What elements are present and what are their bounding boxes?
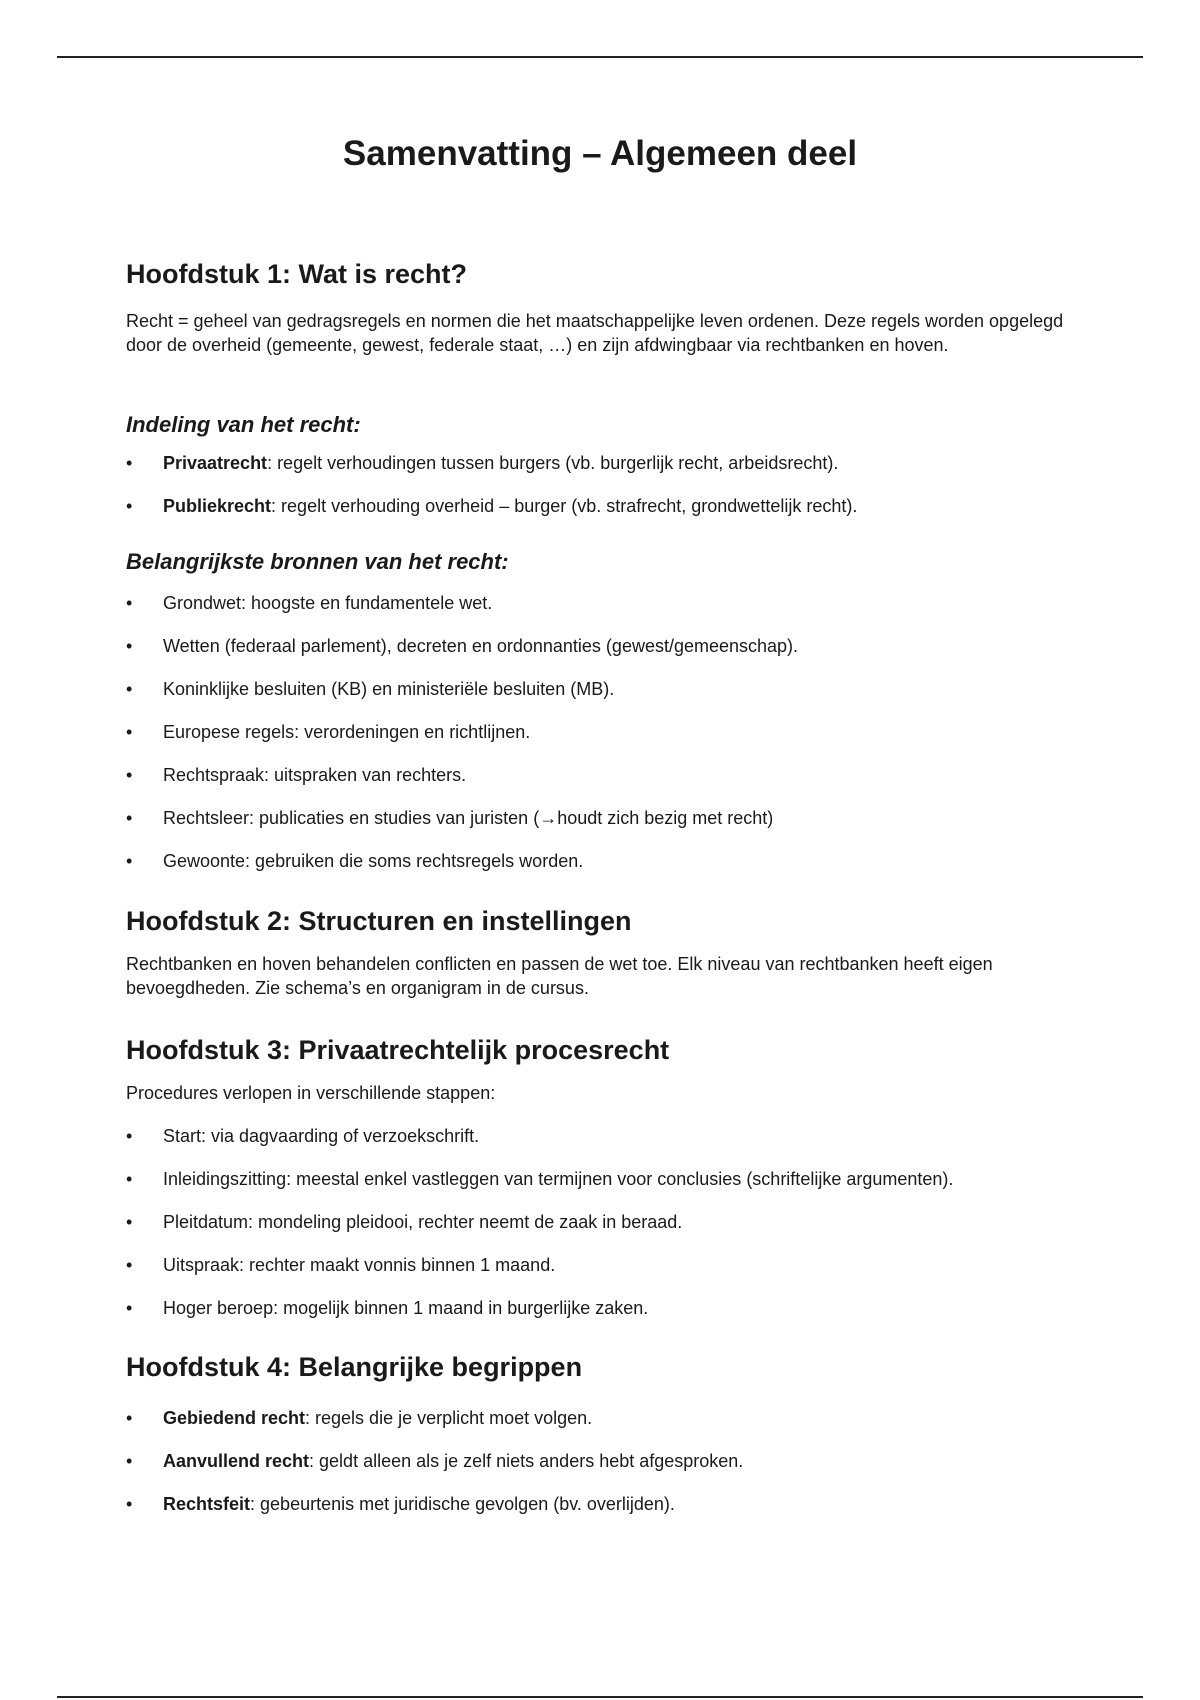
term: Gebiedend recht [163,1408,306,1428]
indeling-heading: Indeling van het recht: [126,412,361,437]
bronnen-list [126,591,1086,892]
procedure-list [126,1124,1086,1339]
list-item [126,591,1086,634]
bullet-icon: • [126,593,133,613]
list-item [126,1253,1086,1296]
list-item [126,451,1086,494]
definition: : gebeurtenis met juridische gevolgen (bv. overlijden). [250,1494,675,1514]
list-item [126,1210,1086,1253]
list-item-text: Europese regels: verordeningen en richtlijnen. [163,722,531,742]
bullet-icon: • [126,1494,133,1514]
chapter-2-text: Rechtbanken en hoven behandelen conflicten en passen de wet toe. Elk niveau van rechtbanken heeft eigen bevoegdheden. Zie schema’s en organigram in de cursus. [126,954,993,998]
term: Rechtsfeit [163,1494,251,1514]
list-item [126,1167,1086,1210]
definition: : regelt verhouding overheid – burger (vb. strafrecht, grondwettelijk recht). [271,496,858,516]
list-item [126,494,1086,537]
definition: : regelt verhoudingen tussen burgers (vb. burgerlijk recht, arbeidsrecht). [267,453,839,473]
bullet-icon: • [126,1212,133,1232]
bullet-icon: • [126,808,133,828]
bullet-icon: • [126,496,133,516]
term: Aanvullend recht [163,1451,310,1471]
bullet-icon: • [126,1408,133,1428]
list-item [126,634,1086,677]
chapter-1-intro: Recht = geheel van gedragsregels en normen die het maatschappelijke leven ordenen. Deze regels worden opgelegd door de overheid (gemeente, gewest, federale staat, …) en zijn afdwingbaar via rechtbanken en hoven. [126,311,1064,355]
list-item [126,1449,1086,1492]
list-item-text: Rechtspraak: uitspraken van rechters. [163,765,467,785]
list-item-text: Grondwet: hoogste en fundamentele wet. [163,593,493,613]
list-item [126,849,1086,892]
list-item [126,806,1086,849]
definition: : regels die je verplicht moet volgen. [305,1408,593,1428]
bullet-icon: • [126,679,133,699]
list-item [126,1124,1086,1167]
list-item [126,677,1086,720]
definition: : geldt alleen als je zelf niets anders hebt afgesproken. [309,1451,744,1471]
list-item [126,1492,1086,1535]
bullet-icon: • [126,1169,133,1189]
bronnen-heading: Belangrijkste bronnen van het recht: [126,549,509,574]
term: Publiekrecht [163,496,272,516]
chapter-2-heading: Hoofdstuk 2: Structuren en instellingen [126,906,632,936]
list-item-text: Uitspraak: rechter maakt vonnis binnen 1 maand. [163,1255,556,1275]
bullet-icon: • [126,1126,133,1146]
bottom-rule [57,1696,1143,1698]
list-item-text: Pleitdatum: mondeling pleidooi, rechter neemt de zaak in beraad. [163,1212,683,1232]
list-item-text: Rechtsleer: publicaties en studies van juristen (→houdt zich bezig met recht) [163,808,774,828]
begrippen-list [126,1406,1086,1535]
bullet-icon: • [126,453,133,473]
indeling-list [126,451,1086,537]
list-item [126,763,1086,806]
bullet-icon: • [126,636,133,656]
bullet-icon: • [126,1451,133,1471]
list-item [126,1296,1086,1339]
page-title: Samenvatting – Algemeen deel [342,134,858,173]
list-item-text: Start: via dagvaarding of verzoekschrift. [163,1126,480,1146]
list-item-text: Inleidingszitting: meestal enkel vastleggen van termijnen voor conclusies (schriftelijke argumenten). [163,1169,954,1189]
chapter-3-heading: Hoofdstuk 3: Privaatrechtelijk procesrecht [126,1035,670,1065]
bullet-icon: • [126,851,133,871]
list-item-text: Hoger beroep: mogelijk binnen 1 maand in burgerlijke zaken. [163,1298,649,1318]
bullet-icon: • [126,722,133,742]
list-item [126,720,1086,763]
chapter-4-heading: Hoofdstuk 4: Belangrijke begrippen [126,1352,583,1382]
chapter-1-heading: Hoofdstuk 1: Wat is recht? [126,259,468,289]
bullet-icon: • [126,1298,133,1318]
chapter-3-intro: Procedures verlopen in verschillende stappen: [126,1083,496,1103]
top-rule [57,56,1143,58]
bullet-icon: • [126,1255,133,1275]
list-item-text: Koninklijke besluiten (KB) en ministeriële besluiten (MB). [163,679,615,699]
list-item-text: Gewoonte: gebruiken die soms rechtsregels worden. [163,851,584,871]
term: Privaatrecht [163,453,268,473]
list-item-text: Wetten (federaal parlement), decreten en ordonnanties (gewest/gemeenschap). [163,636,799,656]
bullet-icon: • [126,765,133,785]
list-item [126,1406,1086,1449]
